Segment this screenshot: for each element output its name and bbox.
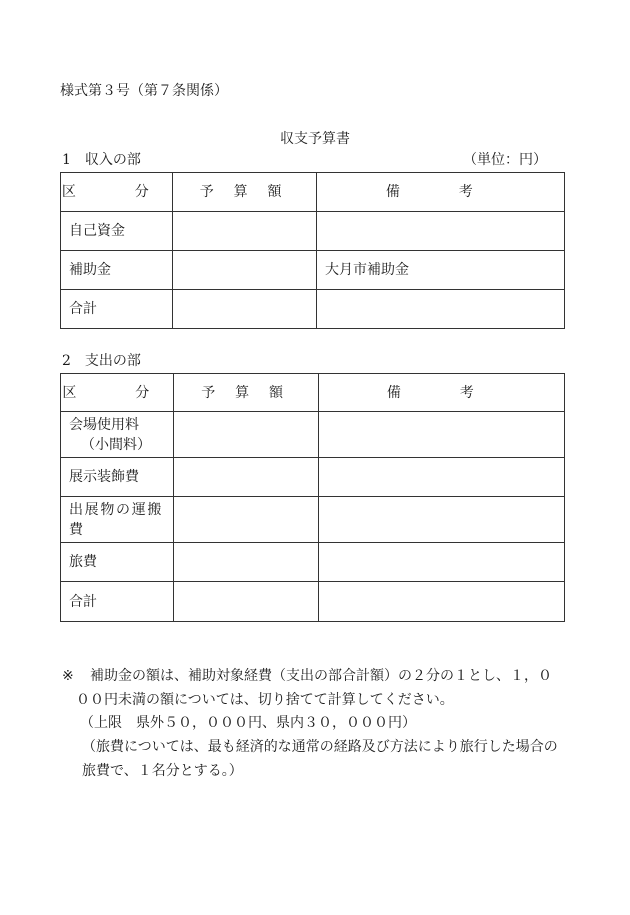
remarks-cell[interactable]	[319, 412, 565, 458]
remarks-cell[interactable]	[317, 212, 565, 251]
note-line: ００円未満の額については、切り捨てて計算してください。	[76, 692, 454, 708]
row-category: 展示装飾費	[61, 458, 174, 497]
budget-cell[interactable]	[174, 412, 319, 458]
budget-cell[interactable]	[173, 251, 317, 290]
note-line: 旅費で、１名分とする。）	[82, 763, 243, 779]
unit-note: （単位：円）	[463, 152, 547, 168]
budget-cell[interactable]	[173, 290, 317, 329]
remarks-cell[interactable]	[319, 497, 565, 543]
total-row	[61, 290, 565, 329]
income-header-row	[61, 173, 565, 212]
header-remarks: 備 考	[319, 374, 565, 412]
header-remarks: 備 考	[317, 173, 565, 212]
remarks-cell[interactable]	[317, 290, 565, 329]
row-category	[61, 497, 174, 543]
remarks-cell[interactable]	[319, 543, 565, 582]
category-sub: （小間料）	[81, 436, 151, 453]
expense-section-heading: 2 支出の部	[62, 353, 141, 369]
category-main: 会場使用料	[69, 416, 139, 433]
remarks-cell[interactable]	[319, 582, 565, 622]
budget-cell[interactable]	[174, 543, 319, 582]
budget-cell[interactable]	[173, 212, 317, 251]
row-category: 自己資金	[61, 212, 173, 251]
category-sub: 費	[69, 521, 83, 538]
note-line: （旅費については、最も経済的な通常の経路及び方法により旅行した場合の	[82, 739, 558, 755]
table-row	[61, 412, 565, 458]
note-line: 補助金の額は、補助対象経費（支出の部合計額）の２分の１とし、１，０	[90, 668, 552, 684]
header-budget: 予 算 額	[174, 374, 319, 412]
expense-table	[60, 373, 565, 622]
form-number: 様式第３号（第７条関係）	[60, 83, 228, 99]
row-category: 補助金	[61, 251, 173, 290]
budget-cell[interactable]	[174, 497, 319, 543]
table-row	[61, 543, 565, 582]
total-row	[61, 582, 565, 622]
document-title: 収支予算書	[280, 131, 350, 147]
income-section-heading: 1 収入の部	[62, 152, 141, 168]
header-category: 区 分	[61, 173, 173, 212]
remarks-cell[interactable]: 大月市補助金	[317, 251, 565, 290]
row-category: 合計	[61, 290, 173, 329]
note-mark: ※	[62, 668, 74, 684]
table-row	[61, 458, 565, 497]
header-budget: 予 算 額	[173, 173, 317, 212]
row-category: 合計	[61, 582, 174, 622]
table-row	[61, 497, 565, 543]
budget-cell[interactable]	[174, 582, 319, 622]
row-category: 旅費	[61, 543, 174, 582]
row-category	[61, 412, 174, 458]
budget-cell[interactable]	[174, 458, 319, 497]
remarks-cell[interactable]	[319, 458, 565, 497]
expense-header-row	[61, 374, 565, 412]
header-category: 区 分	[61, 374, 174, 412]
income-table	[60, 172, 565, 329]
table-row	[61, 212, 565, 251]
category-main: 出展物の運搬	[69, 501, 164, 518]
note-line: （上限 県外５０，０００円、県内３０，０００円）	[80, 715, 416, 731]
table-row	[61, 251, 565, 290]
